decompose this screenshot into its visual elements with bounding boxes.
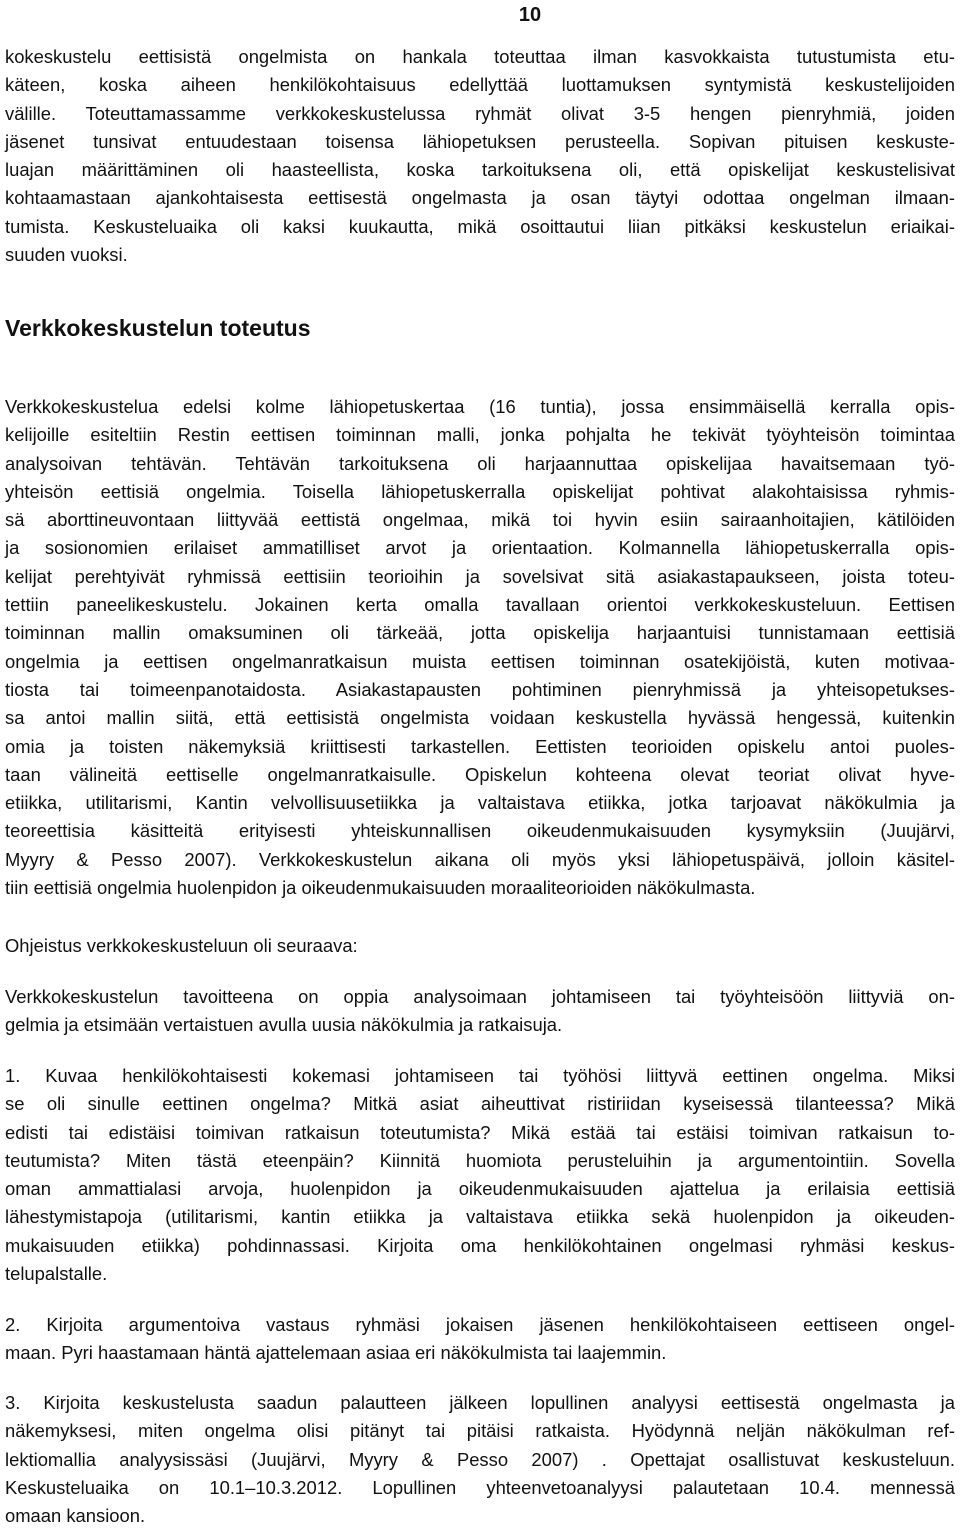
text-line: ongelmia ja eettisen ongelmanratkaisun muista eettisen toiminnan osatekijöistä, kuten motivaa- <box>5 650 955 672</box>
text-line: lektiomallia analyysissäsi (Juujärvi, Myyry & Pesso 2007) . Opettajat osallistuvat keskusteluun. <box>5 1448 955 1470</box>
task-1 <box>5 1062 955 1288</box>
text-line: Myyry & Pesso 2007). Verkkokeskustelun aikana oli myös yksi lähiopetuspäivä, jolloin käsitel- <box>5 848 955 870</box>
text-line: mukaisuuden etiikka) pohdinnassasi. Kirjoita oma henkilökohtainen ongelmasi ryhmäsi keskus- <box>5 1234 955 1256</box>
text-line: käteen, koska aiheen henkilökohtaisuus edellyttää luottamuksen syntymistä keskustelijoiden <box>5 74 955 96</box>
task-3 <box>5 1389 955 1530</box>
text-line: teoreettisia käsitteitä erityisesti yhteiskunnallisen oikeudenmukaisuuden kysymyksiin (Juujärvi, <box>5 820 955 842</box>
text-line: suuden vuoksi. <box>5 244 128 266</box>
text-line: omia ja toisten näkemyksiä kriittisesti tarkastellen. Eettisten teorioiden opiskelu antoi puoles- <box>5 735 955 757</box>
text-line: 3. Kirjoita keskustelusta saadun palautteen jälkeen lopullinen analyysi eettisestä ongelmasta ja <box>5 1392 955 1413</box>
text-line: telupalstalle. <box>5 1263 108 1285</box>
text-line: kelijat perehtyivät ryhmissä eettisiin teorioihin ja sovelsivat sitä asiakastapaukseen, joista toteu- <box>5 565 955 587</box>
text-line: omaan kansioon. <box>5 1505 146 1527</box>
text-line: maan. Pyri haastamaan häntä ajattelemaan asiaa eri näkökulmista tai laajemmin. <box>5 1342 667 1364</box>
text-line: analysoivan tehtävän. Tehtävän tarkoituksena oli harjaannuttaa opiskelijaa havaitsemaan työ- <box>5 452 955 474</box>
text-line: toiminnan mallin omaksuminen oli tärkeää, jotta opiskelija harjaantuisi tunnistamaan eettisiä <box>5 622 955 644</box>
text-line: tiin eettisiä ongelmia huolenpidon ja oikeudenmukaisuuden moraaliteorioiden näkökulmasta. <box>5 877 756 899</box>
text-line: tiosta tai toimeenpanotaidosta. Asiakastapausten pohtiminen pienryhmissä ja yhteisopetukses- <box>5 678 955 700</box>
text-line: tettiin paneelikeskustelu. Jokainen kerta omalla tavallaan orientoi verkkokeskusteluun. Eettisen <box>5 594 955 616</box>
text-line: kohtaamastaan ajankohtaisesta eettisestä ongelmasta ja osan täytyi odottaa ongelman ilmaan- <box>5 187 955 209</box>
text-line: Verkkokeskustelua edelsi kolme lähiopetuskertaa (16 tuntia), jossa ensimmäisellä kerralla opis- <box>5 396 955 417</box>
text-line: gelmia ja etsimään vertaistuen avulla uusia näkökulmia ja ratkaisuja. <box>5 1014 563 1036</box>
text-line: luajan määrittäminen oli haasteellista, koska tarkoituksena oli, että opiskelijat keskustelisivat <box>5 159 955 181</box>
text-line: ja sosionomien erilaiset ammatilliset arvot ja orientaation. Kolmannella lähiopetuskerralla opis- <box>5 537 955 559</box>
page-number: 10 <box>518 4 542 26</box>
text-line: 1. Kuvaa henkilökohtaisesti kokemasi johtamiseen tai työhösi liittyvä eettinen ongelma. Miksi <box>5 1065 955 1086</box>
text-line: kelijoille esiteltiin Restin eettisen toiminnan malli, jonka pohjalta he tekivät työyhteisön toimintaa <box>5 424 955 446</box>
text-line: edisti tai edistäisi toimivan ratkaisun toteutumista? Mikä estää tai estäisi toimivan ratkaisun to- <box>5 1121 955 1143</box>
goal-paragraph <box>5 983 955 1040</box>
task-2 <box>5 1311 955 1368</box>
text-line: lähestymistapoja (utilitarismi, kantin etiikka ja valtaistava etiikka sekä huolenpidon ja oikeuden- <box>5 1206 955 1228</box>
text-line: sa antoi mallin siitä, että eettisistä ongelmista voidaan keskustella hyvässä hengessä, kuitenkin <box>5 707 955 729</box>
text-line: välille. Toteuttamassamme verkkokeskustelussa ryhmät olivat 3-5 hengen pienryhmiä, joiden <box>5 102 955 124</box>
text-line: kokeskustelu eettisistä ongelmista on hankala toteuttaa ilman kasvokkaista tutustumista etu- <box>5 46 955 67</box>
instructions-intro: Ohjeistus verkkokeskusteluun oli seuraava: <box>5 935 358 956</box>
text-line: näkemyksesi, miten ongelma olisi pitänyt tai pitäisi ratkaista. Hyödynnä neljän näkökulman ref- <box>5 1420 955 1442</box>
main-paragraph <box>5 393 955 902</box>
text-line: tumista. Keskusteluaika oli kaksi kuukautta, mikä osoittautui liian pitkäksi keskustelun eriaikai- <box>5 215 955 237</box>
text-line: etiikka, utilitarismi, Kantin velvollisuusetiikka ja valtaistava etiikka, jotka tarjoavat näkökulmia ja <box>5 792 955 814</box>
text-line: Keskusteluaika on 10.1–10.3.2012. Lopullinen yhteenvetoanalyysi palautetaan 10.4. mennessä <box>5 1476 955 1498</box>
text-line: teutumista? Miten tästä eteenpäin? Kiinnitä huomiota perusteluihin ja argumentointiin. Sovella <box>5 1149 955 1171</box>
intro-paragraph <box>5 43 955 269</box>
text-line: se oli sinulle eettinen ongelma? Mitkä asiat aiheuttivat ristiriidan kyseisessä tilanteessa? Mikä <box>5 1093 955 1115</box>
text-line: taan välineitä eettiselle ongelmanratkaisulle. Opiskelun kohteena olevat teoriat olivat hyve- <box>5 763 955 785</box>
text-line: 2. Kirjoita argumentoiva vastaus ryhmäsi jokaisen jäsenen henkilökohtaiseen eettiseen ongel- <box>5 1314 955 1335</box>
text-line: jäsenet tunsivat entuudestaan toisensa lähiopetuksen perusteella. Sopivan pituisen keskuste- <box>5 130 955 152</box>
text-line: oman ammattialasi arvoja, huolenpidon ja oikeudenmukaisuuden ajattelua ja erilaisia eettisiä <box>5 1178 955 1200</box>
text-line: sä aborttineuvontaan liittyvää eettistä ongelmaa, mikä toi hyvin esiin sairaanhoitajien, kätilöiden <box>5 509 955 531</box>
section-heading: Verkkokeskustelun toteutus <box>5 315 311 341</box>
text-line: yhteisön eettisiä ongelmia. Toisella lähiopetuskerralla opiskelijat pohtivat alakohtaisissa ryhmis- <box>5 480 955 502</box>
text-line: Verkkokeskustelun tavoitteena on oppia analysoimaan johtamiseen tai työyhteisöön liittyviä on- <box>5 986 955 1007</box>
